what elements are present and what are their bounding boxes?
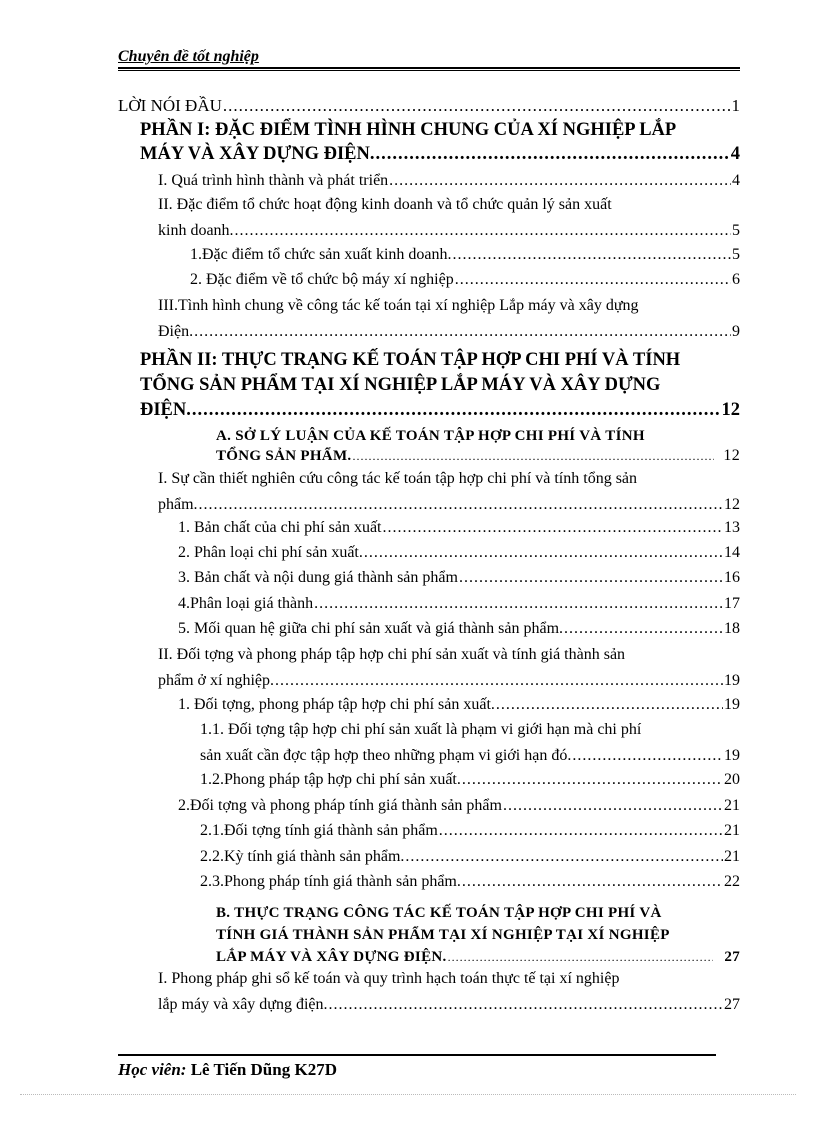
toc-page: 12: [723, 447, 740, 464]
document-footer: [118, 1060, 337, 1080]
toc-entry-section: [216, 902, 740, 968]
toc-text: TỔNG SẢN PHẨM.: [216, 448, 352, 464]
toc-entry: [178, 595, 740, 613]
footer-author: Lê Tiến Dũng K27D: [190, 1060, 337, 1079]
toc-page: 27: [724, 949, 740, 965]
toc-page: 14: [724, 544, 740, 561]
toc-entry: [178, 544, 740, 562]
toc-page: 19: [724, 747, 740, 764]
page-bottom-border: [20, 1094, 796, 1095]
toc-text: 2.Đối tợng và phong pháp tính giá thành sản phẩm: [178, 797, 502, 814]
toc-text: TÍNH GIÁ THÀNH SẢN PHẨM TẠI XÍ NGHIỆP TẠI XÍ NGHIỆP: [216, 927, 670, 943]
toc-text: 4.Phân loại giá thành: [178, 595, 314, 612]
toc-entry: [200, 721, 740, 765]
toc-text: sản xuất cần đợc tập hợp theo những phạm vi giới hạn đó.: [200, 747, 572, 764]
toc-entry: [190, 271, 740, 289]
toc-text: I. Phong pháp ghi sổ kế toán và quy trình hạch toán thực tế tại xí nghiệp: [158, 970, 620, 987]
toc-text: III.Tình hình chung về công tác kế toán tại xí nghiệp Lắp máy và xây dựng: [158, 297, 639, 314]
toc-text: 2.3.Phong pháp tính giá thành sản phẩm.: [200, 873, 461, 890]
toc-text: 3. Bản chất và nội dung giá thành sản phẩm: [178, 569, 458, 586]
toc-entry: [178, 696, 740, 714]
toc-text: Điện.: [158, 323, 194, 340]
toc-text: A. SỞ LÝ LUẬN CỦA KẾ TOÁN TẬP HỢP CHI PHÍ VÀ TÍNH: [216, 428, 645, 444]
toc-text: MÁY VÀ XÂY DỰNG ĐIỆN.: [140, 144, 375, 164]
toc-text: phẩm.: [158, 496, 198, 513]
toc-page: 4: [732, 172, 740, 189]
toc-page: 27: [724, 996, 740, 1013]
toc-page: 21: [724, 797, 740, 814]
toc-page: 20: [724, 771, 740, 788]
toc-page: 6: [732, 271, 740, 288]
toc-entry: [178, 519, 740, 537]
toc-page: 21: [724, 822, 740, 839]
toc-text: TỔNG SẢN PHẨM TẠI XÍ NGHIỆP LẮP MÁY VÀ XÂY DỰNG: [140, 375, 661, 395]
toc-text: PHẦN II: THỰC TRẠNG KẾ TOÁN TẬP HỢP CHI PHÍ VÀ TÍNH: [140, 350, 681, 370]
header-rule: [118, 67, 740, 69]
toc-text: 1.1. Đối tợng tập hợp chi phí sản xuất là phạm vi giới hạn mà chi phí: [200, 721, 642, 738]
toc-entry: [200, 822, 740, 840]
toc-text: I. Quá trình hình thành và phát triển: [158, 172, 389, 189]
toc-text: LẮP MÁY VÀ XÂY DỰNG ĐIỆN.: [216, 949, 447, 965]
toc-page: 9: [732, 323, 740, 340]
toc-text: 2. Phân loại chi phí sản xuất.: [178, 544, 363, 561]
toc-text: 2.1.Đối tợng tính giá thành sản phẩm: [200, 822, 438, 839]
toc-page: 12: [724, 496, 740, 513]
footer-label: Học viên:: [118, 1060, 187, 1079]
toc-text: II. Đối tợng và phong pháp tập hợp chi phí sản xuất và tính giá thành sản: [158, 646, 626, 663]
toc-entry: [200, 873, 740, 891]
toc-page: 19: [724, 672, 740, 689]
toc-text: 2.2.Kỳ tính giá thành sản phẩm.: [200, 848, 405, 865]
toc-entry: [158, 172, 740, 190]
toc-page: 16: [724, 569, 740, 586]
toc-entry: [178, 797, 740, 815]
toc-text: LỜI NÓI ĐẦU: [118, 96, 222, 115]
toc-page: 18: [724, 620, 740, 637]
toc-text: PHẦN I: ĐẶC ĐIỂM TÌNH HÌNH CHUNG CỦA XÍ NGHIỆP LẮP: [140, 120, 677, 140]
toc-entry: [178, 569, 740, 587]
toc-page: 4: [730, 144, 740, 164]
toc-entry: [118, 96, 740, 116]
toc-text: 1. Bản chất của chi phí sản xuất: [178, 519, 382, 536]
toc-page: 13: [724, 519, 740, 536]
toc-text: 1.2.Phong pháp tập hợp chi phí sản xuất.: [200, 771, 461, 788]
toc-text: 5. Mối quan hệ giữa chi phí sản xuất và giá thành sản phẩm.: [178, 620, 564, 637]
toc-text: II. Đặc điểm tổ chức hoạt động kinh doanh và tổ chức quản lý sản xuất: [158, 196, 612, 213]
toc-text: B. THỰC TRẠNG CÔNG TÁC KẾ TOÁN TẬP HỢP CHI PHÍ VÀ: [216, 905, 662, 921]
toc-text: ĐIỆN.: [140, 400, 191, 420]
toc-entry: [158, 196, 740, 240]
toc-entry: [190, 246, 740, 264]
toc-text: kinh doanh.: [158, 222, 234, 239]
toc-entry-part: [140, 120, 740, 165]
toc-entry: [158, 646, 740, 690]
toc-entry-part: [140, 348, 740, 423]
toc-page: 19: [724, 696, 740, 713]
toc-text: lắp máy và xây dựng điện.: [158, 996, 328, 1013]
toc-entry: [200, 771, 740, 789]
toc-page: 17: [724, 595, 740, 612]
toc-page: 12: [721, 400, 740, 420]
toc-text: 1.Đặc điểm tổ chức sản xuất kinh doanh.: [190, 246, 452, 263]
toc-entry: [158, 970, 740, 1014]
toc-page: 22: [724, 873, 740, 890]
toc-page: 1: [731, 96, 740, 115]
toc-page: 5: [732, 222, 740, 239]
toc-entry: [158, 297, 740, 341]
toc-entry: [158, 470, 740, 514]
footer-rule: [118, 1054, 716, 1056]
toc-page: 5: [732, 246, 740, 263]
toc-text: 1. Đối tợng, phong pháp tập hợp chi phí sản xuất.: [178, 696, 495, 713]
toc-page: 21: [724, 848, 740, 865]
toc-entry: [178, 620, 740, 638]
document-header: Chuyên đề tốt nghiệp: [118, 48, 259, 65]
toc-entry-section: [216, 426, 740, 466]
toc-text: 2. Đặc điểm về tổ chức bộ máy xí nghiệp: [190, 271, 454, 288]
toc-entry: [200, 848, 740, 866]
toc-text: I. Sự cần thiết nghiên cứu công tác kế toán tập hợp chi phí và tính tổng sản: [158, 470, 638, 487]
toc-text: phẩm ở xí nghiệp.: [158, 672, 274, 689]
header-rule-thin: [118, 70, 740, 71]
